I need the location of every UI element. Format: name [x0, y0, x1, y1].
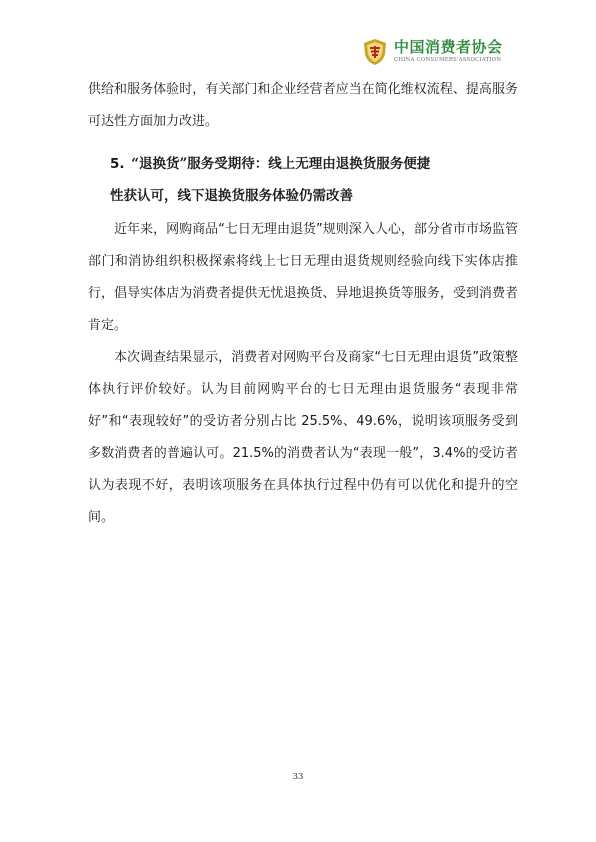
- section-heading-line-1: “退换货”服务受期待：线上无理由退换货服务便捷: [131, 156, 431, 172]
- logo-english-name: CHINA CONSUMERS'ASSOCIATION: [394, 57, 502, 63]
- header-logo: [362, 38, 522, 68]
- shield-emblem-icon: [362, 38, 388, 66]
- document-body: [88, 74, 518, 534]
- section-heading-number: 5.: [110, 156, 125, 172]
- section-heading: [88, 148, 518, 212]
- paragraph-2: 本次调查结果显示，消费者对网购平台及商家“七日无理由退货”政策整体执行评价较好。认为目前网购平台的七日无理由退货服务“表现非常好”和“表现较好”的受访者分别占比 25.5%、49.6%，说明该项服务受到多数消费者的普遍认可。21.5%的消费者认为“表现一般”，3.4%的受访者认为表现不好，表明该项服务在具体执行过程中仍有可以优化和提升的空间。: [88, 350, 518, 525]
- page-number: 33: [292, 772, 304, 782]
- paragraph-continued: 供给和服务体验时，有关部门和企业经营者应当在简化维权流程、提高服务可达性方面加力改进。: [88, 82, 518, 129]
- paragraph-1: 近年来，网购商品“七日无理由退货”规则深入人心，部分省市市场监管部门和消协组织积极探索将线上七日无理由退货规则经验向线下实体店推行，倡导实体店为消费者提供无忧退换货、异地退换货等服务，受到消费者肯定。: [88, 222, 518, 333]
- section-heading-line-2: 性获认可，线下退换货服务体验仍需改善: [110, 188, 353, 204]
- logo-chinese-name: 中国消费者协会: [394, 38, 503, 56]
